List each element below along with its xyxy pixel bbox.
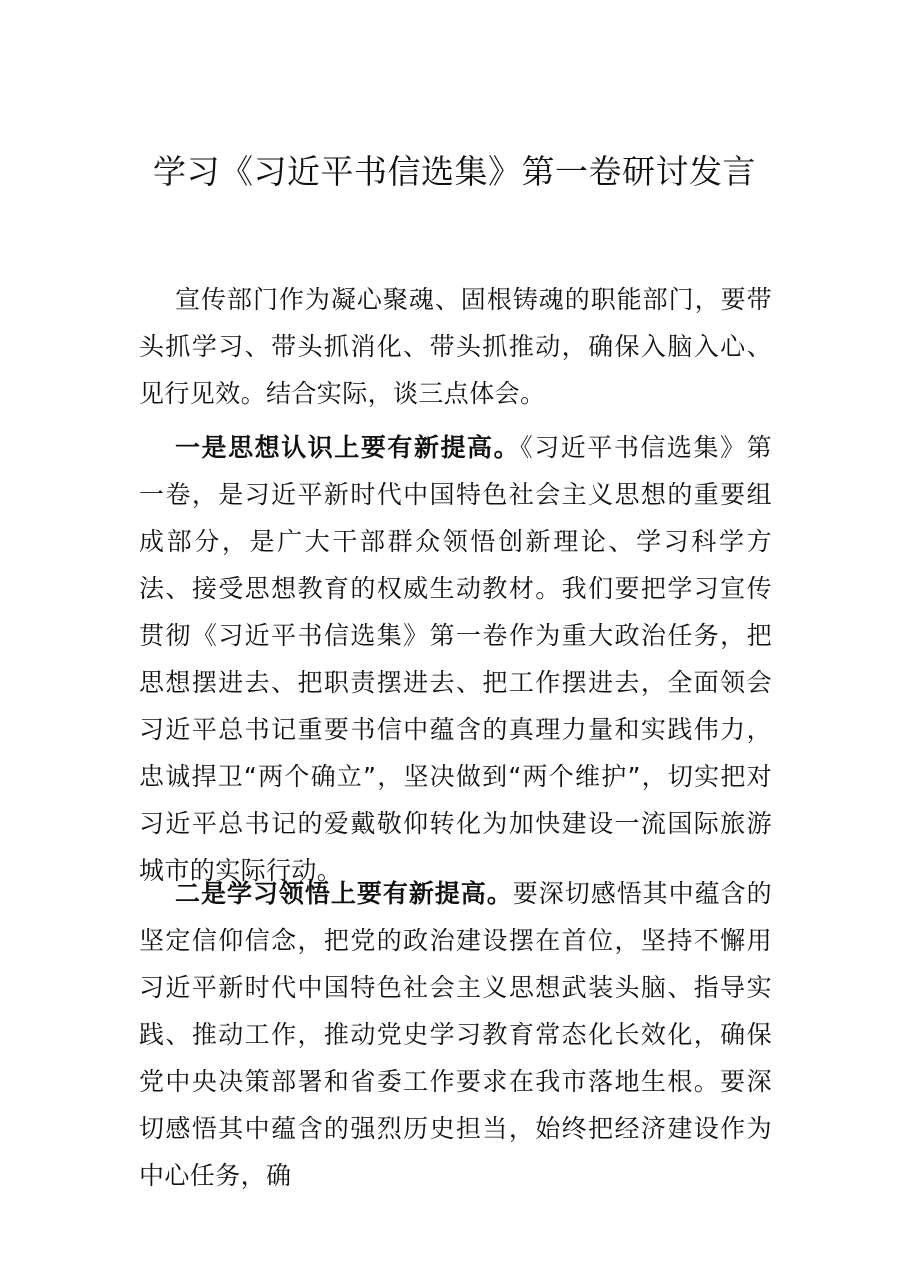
paragraph-text: 宣传部门作为凝心聚魂、固根铸魂的职能部门，要带头抓学习、带头抓消化、带头抓推动，确保入脑入心、见行见效。结合实际，谈三点体会。 <box>139 285 772 408</box>
paragraph-text: 要深切感悟其中蕴含的坚定信仰信念，把党的政治建设摆在首位，坚持不懈用习近平新时代中国特色社会主义思想武装头脑、指导实践、推动工作，推动党史学习教育常态化长效化，确保党中央决策部署和省委工作要求在我市落地生根。要深切感悟其中蕴含的强烈历史担当，始终把经济建设作为中心任务，确 <box>139 879 772 1190</box>
paragraph-point-one <box>139 424 772 894</box>
paragraph-text: 《习近平书信选集》第一卷，是习近平新时代中国特色社会主义思想的重要组成部分，是广大干部群众领悟创新理论、学习科学方法、接受思想教育的权威生动教材。我们要把学习宣传贯彻《习近平书信选集》第一卷作为重大政治任务，把思想摆进去、把职责摆进去、把工作摆进去，全面领会习近平总书记重要书信中蕴含的真理力量和实践伟力，忠诚捍卫“两个确立”，坚决做到“两个维护”，切实把对习近平总书记的爱戴敬仰转化为加快建设一流国际旅游城市的实际行动。 <box>139 433 772 885</box>
paragraph-lead: 二是学习领悟上要有新提高。 <box>175 879 513 908</box>
document-title: 学习《习近平书信选集》第一卷研讨发言 <box>153 152 756 191</box>
paragraph-intro <box>139 276 772 417</box>
paragraph-lead: 一是思想认识上要有新提高。 <box>175 433 521 462</box>
paragraph-point-two <box>139 870 772 1199</box>
